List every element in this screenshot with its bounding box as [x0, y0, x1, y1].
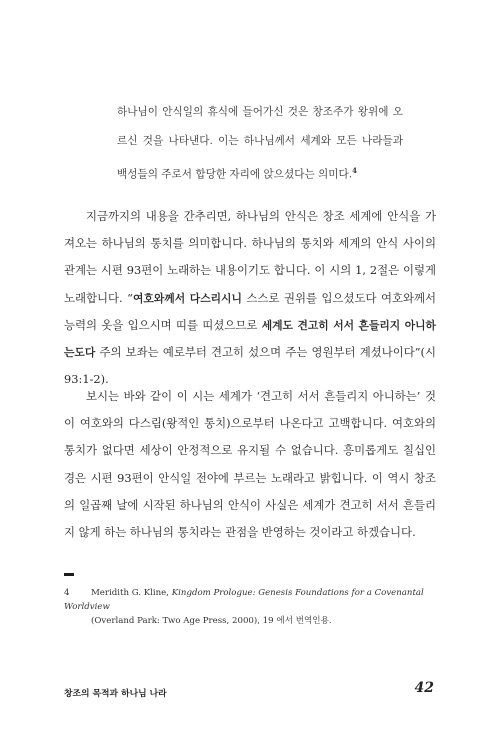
- paragraph-2: [64, 383, 436, 546]
- footnote: [64, 586, 436, 628]
- paragraph-1-bold-a: 여호와께서 다스리시니: [132, 291, 242, 305]
- footnote-publication: (Overland Park: Two Age Press, 2000), 19 에서 번역인용.: [91, 616, 332, 626]
- footnote-number: 4: [64, 588, 70, 598]
- paragraph-1-text-a: 지금까지의 내용을 간추리면, 하나님의 안식은 창조 세계에 안식을 가져오는 하나님의 통치를 의미합니다. 하나님의 통치와 세계의 안식 사이의 관계는 시편 93편이 노래하는 내용이기도 합니다. 이 시의 1, 2절은 이렇게 노래합니다. “: [64, 209, 436, 305]
- page-number: 42: [414, 680, 434, 696]
- footnote-reference[interactable]: 4: [352, 166, 357, 175]
- footnote-author: Meridith G. Kline,: [91, 588, 172, 598]
- paragraph-1-text-b: 스스로 권위를 입으셨도다 여호와께서 능력의 옷을 입으시며 띠를 띠셨으므로: [64, 290, 436, 332]
- block-quote: [117, 98, 403, 190]
- footnote-book-title: Kingdom Prologue: Genesis Foundations for a Covenantal Worldview: [64, 588, 424, 612]
- running-footer-title: 창조의 목적과 하나님 나라: [64, 689, 167, 699]
- paragraph-1-bold-b: 세계도 견고히 서서 흔들리지 아니하는도다: [64, 318, 436, 360]
- footnote-separator: [64, 573, 74, 576]
- paragraph-2-text: 보시는 바와 같이 이 시는 세계가 ‘견고히 서서 흔들리지 아니하는’ 것이 여호와의 다스림(왕적인 통치)으로부터 나온다고 고백합니다. 여호와의 통치가 없다면 세상이 안정적으로 유지될 수 없습니다. 흥미롭게도 칠십인경은 시편 93편이 안식일 전야에 부르는 노래라고 밝힙니다. 이 역시 창조의 일곱째 날에 시작된 하나님의 안식이 사실은 세계가 견고히 서서 흔들리지 않게 하는 하나님의 통치라는 관점을 반영하는 것이라고 하겠습니다.: [64, 389, 436, 540]
- paragraph-1-text-c: 주의 보좌는 예로부터 견고히 섰으며 주는 영원부터 계셨나이다”(시 93:1-2).: [64, 345, 436, 387]
- block-quote-text: 하나님이 안식일의 휴식에 들어가신 것은 창조주가 왕위에 오르신 것을 나타낸다. 이는 하나님께서 세계와 모든 나라들과 백성들의 주로서 합당한 자리에 앉으셨다는 의미다.: [117, 106, 403, 181]
- paragraph-1: [64, 203, 436, 393]
